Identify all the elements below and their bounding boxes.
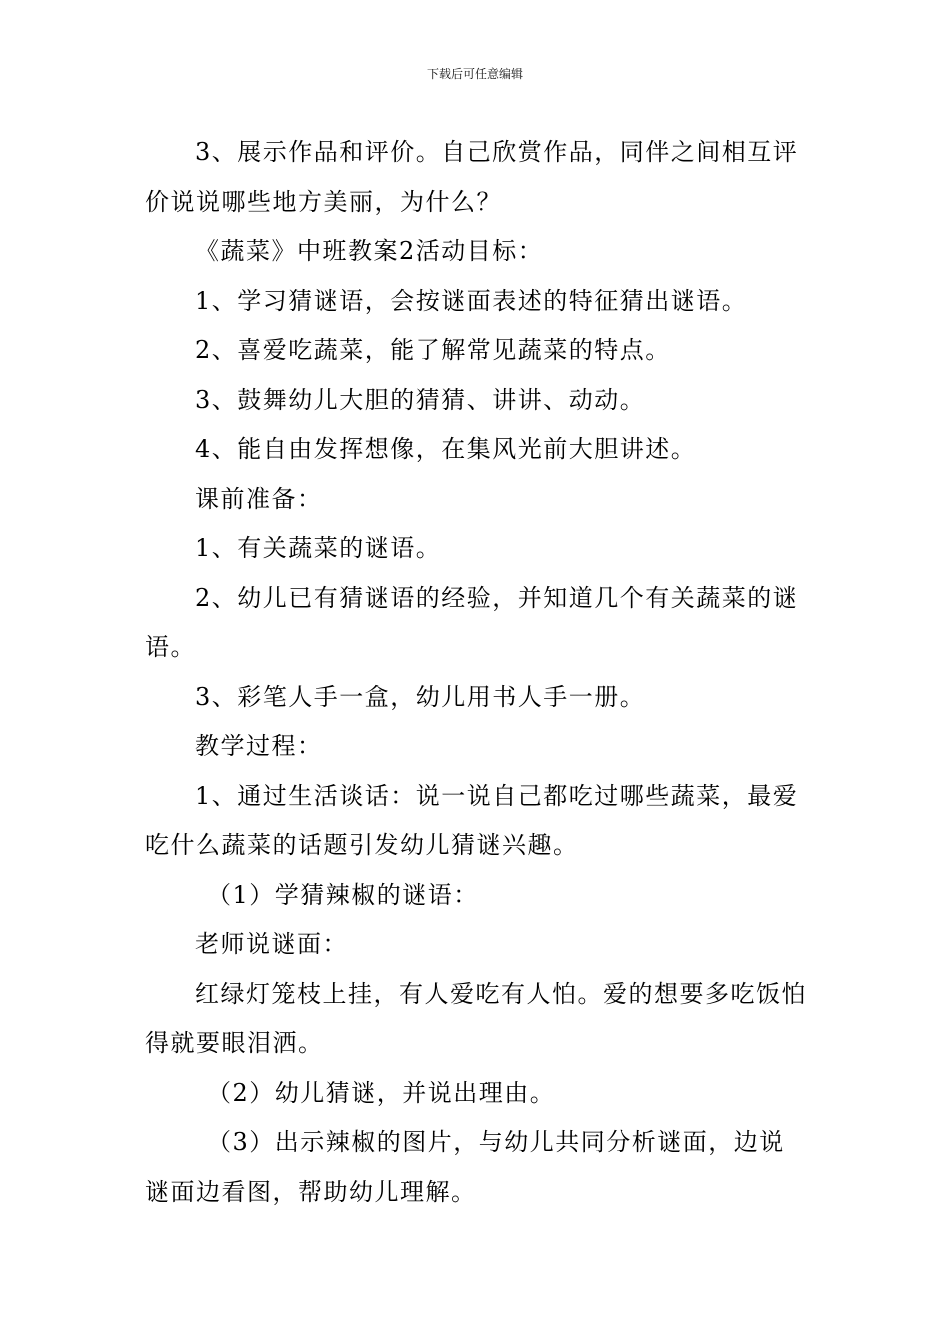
paragraph: 2、幼儿已有猜谜语的经验，并知道几个有关蔬菜的谜语。 [145,583,799,661]
page-header-note: 下载后可任意编辑 [426,67,523,81]
paragraph: 课前准备： [195,484,323,513]
paragraph: （1）学猜辣椒的谜语： [207,880,479,909]
paragraph: （2）幼儿猜谜，并说出理由。 [207,1078,556,1107]
paragraph: （3）出示辣椒的图片，与幼儿共同分析谜面，边说谜面边看图，帮助幼儿理解。 [145,1128,785,1206]
document-body [145,128,810,1217]
paragraph: 3、鼓舞幼儿大胆的猜猜、讲讲、动动。 [195,385,646,414]
paragraph: 1、有关蔬菜的谜语。 [195,534,442,562]
paragraph: 1、通过生活谈话：说一说自己都吃过哪些蔬菜，最爱吃什么蔬菜的话题引发幼儿猜谜兴趣。 [145,781,799,859]
paragraph: 2、喜爱吃蔬菜，能了解常见蔬菜的特点。 [195,336,671,364]
paragraph: 3、展示作品和评价。自己欣赏作品，同伴之间相互评价说说哪些地方美丽，为什么？ [145,138,799,216]
paragraph: 4、能自由发挥想像，在集风光前大胆讲述。 [195,435,697,463]
paragraph: 1、学习猜谜语，会按谜面表述的特征猜出谜语。 [195,286,748,315]
paragraph: 3、彩笔人手一盒，幼儿用书人手一册。 [195,682,646,711]
paragraph: 老师说谜面： [195,930,348,958]
paragraph: 《蔬菜》中班教案2活动目标： [195,237,544,265]
paragraph: 红绿灯笼枝上挂，有人爱吃有人怕。爱的想要多吃饭怕得就要眼泪洒。 [145,979,807,1057]
paragraph: 教学过程： [195,732,323,760]
